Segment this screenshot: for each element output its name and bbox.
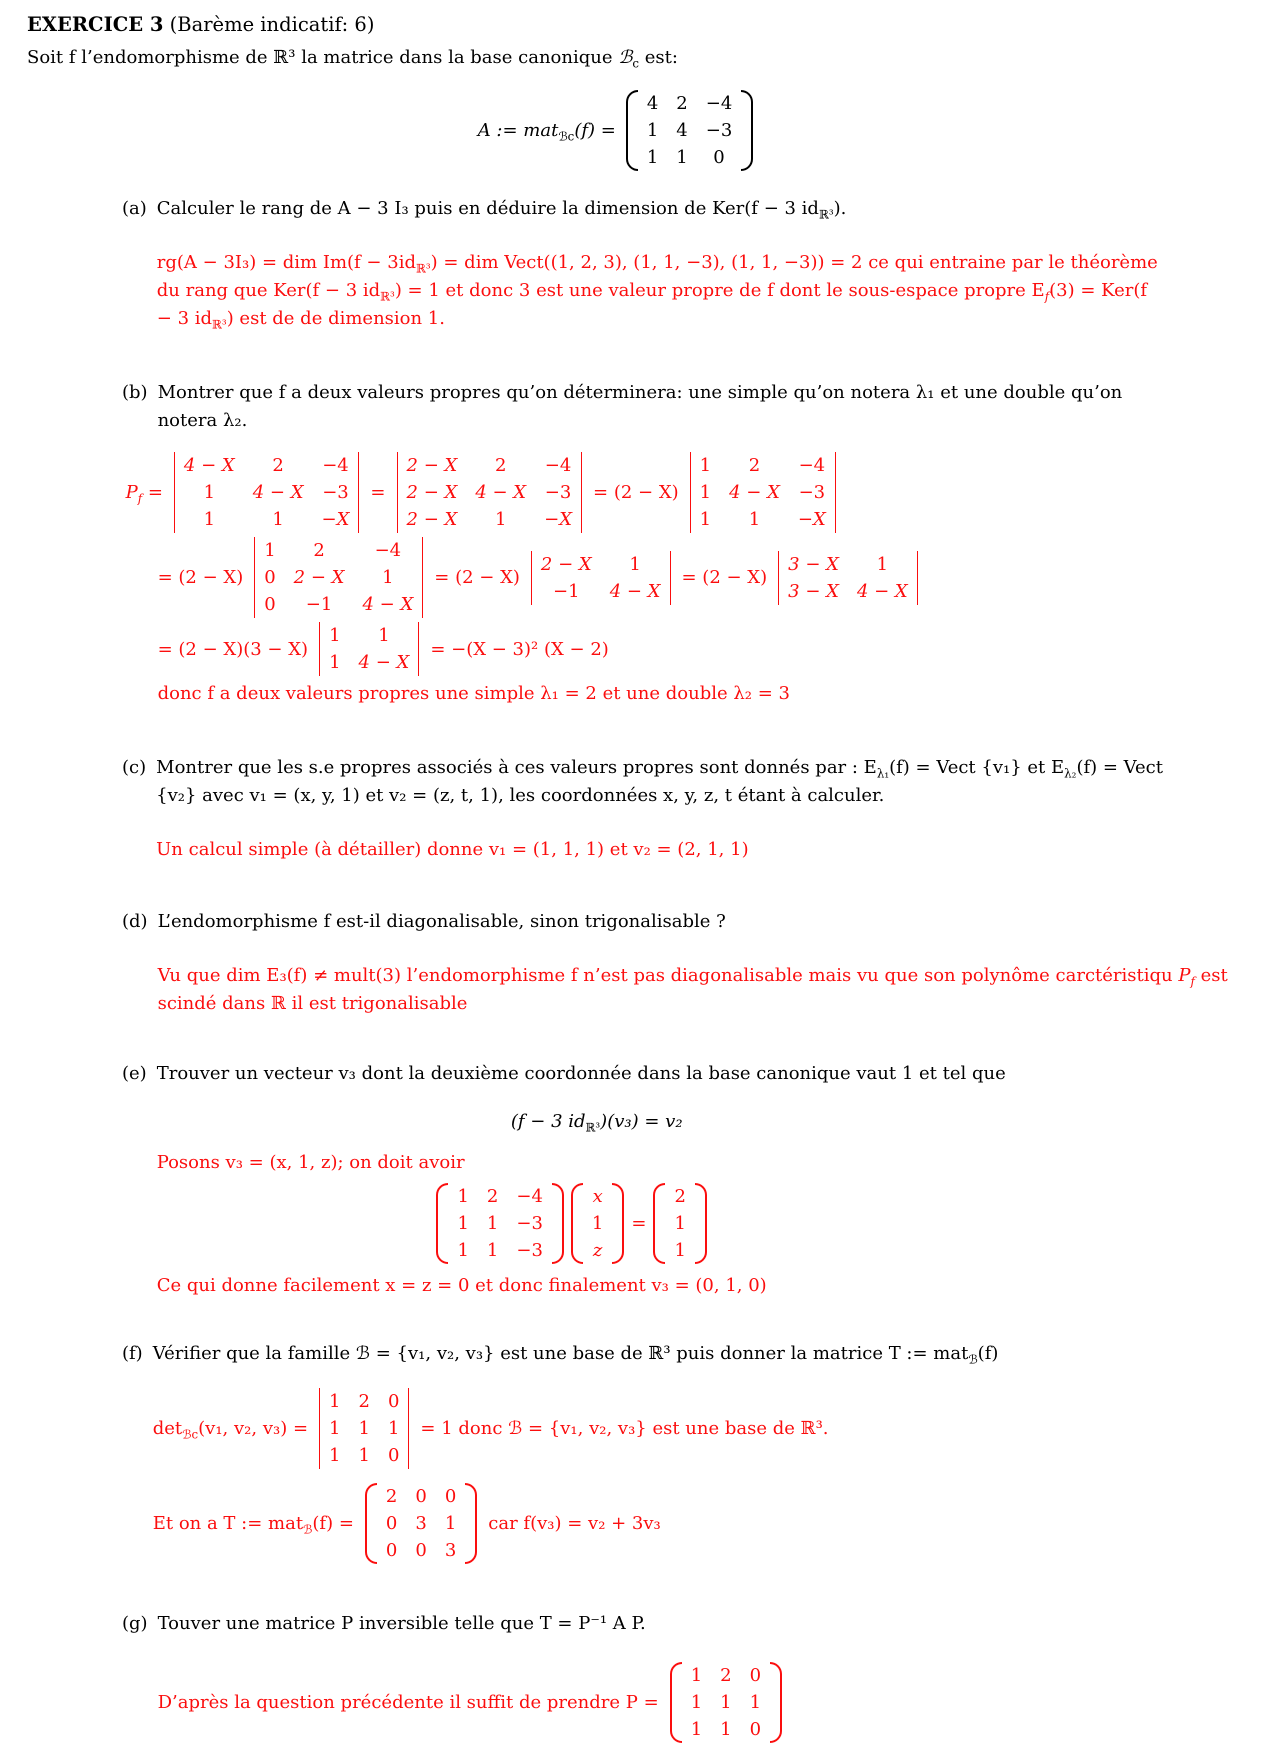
char-poly-result: = −(X − 3)² (X − 2) <box>430 638 609 660</box>
determinant-7: 1 1 1 4 − X <box>319 622 419 676</box>
matrix-a-label-sub: ℬc <box>558 129 575 144</box>
item-f-label: (f) <box>122 1343 143 1365</box>
determinant-3: 1 2 −4 1 4 − X −3 1 1 −X <box>690 452 836 533</box>
exercise-title-label: EXERCICE 3 <box>27 13 164 36</box>
e-unknown-vector: x 1 z <box>571 1183 624 1264</box>
answer-e-matrix-equation <box>157 1183 987 1264</box>
matrix-a: 4 2 −4 1 4 −3 1 1 0 <box>626 90 753 171</box>
factor-2mX: = (2 − X) <box>434 567 520 588</box>
question-a-sub: ℝ³ <box>818 207 834 222</box>
factor-2mX: = (2 − X) <box>593 482 679 503</box>
item-g <box>27 1610 1264 1743</box>
intro-seg: est: <box>639 47 678 69</box>
matrix-a-label <box>478 117 616 145</box>
question-g: Touver une matrice P inversible telle que T = P⁻¹ A P. <box>157 1613 646 1635</box>
item-a-body <box>157 195 1167 333</box>
factor-2mX: = (2 − X) <box>681 567 768 588</box>
item-d-body <box>158 908 1264 1018</box>
intro-base-symbol: ℬ <box>618 47 633 69</box>
question-c-sub: λ₁ <box>876 766 890 781</box>
question-f-sub: ℬ <box>968 1352 978 1367</box>
determinant-4: 1 2 −4 0 2 − X 1 0 −1 4 − X <box>254 537 423 618</box>
item-f-body <box>153 1340 1163 1564</box>
question-f-seg: Vérifier que la famille ℬ = {v₁, v₂, v₃} est une base de ℝ³ puis donner la matrice T := mat <box>152 1343 969 1365</box>
question-d: L’endomorphisme f est-il diagonalisable, sinon trigonalisable ? <box>157 911 726 933</box>
char-poly-line-2 <box>158 537 1168 618</box>
answer-d <box>158 962 1264 1018</box>
answer-a-seg: ) = dim Vect((1, 2, 3), (1, 1, −3), (1, 1, −3)) = 2 ce qui entraine par le théorème du rang que Ker(f − 3 id <box>156 252 1158 301</box>
f-t-label <box>153 1510 354 1538</box>
item-d-label: (d) <box>122 911 148 933</box>
e-result-vector: 2 1 1 <box>653 1183 706 1264</box>
question-a <box>157 195 1167 223</box>
answer-e-conclusion: Ce qui donne facilement x = z = 0 et donc finalement v₃ = (0, 1, 0) <box>156 1275 767 1297</box>
item-e <box>27 1060 1264 1301</box>
pf-eq: = <box>142 482 163 503</box>
answer-d-seg: est scindé dans ℝ il est trigonalisable <box>157 964 1228 1014</box>
answer-d-seg: Vu que dim E₃(f) ≠ mult(3) l’endomorphisme f n’est pas diagonalisable mais vu que son polynôme carctéristiqu <box>157 964 1179 986</box>
p-matrix: 1 2 0 1 1 1 1 1 0 <box>670 1662 782 1743</box>
question-c-seg: Montrer que les s.e propres associés à ces valeurs propres sont donnés par : E <box>156 757 877 779</box>
e-equation-pre: (f − 3 id <box>510 1110 586 1132</box>
question-c-seg: (f) = Vect {v₁} et E <box>889 757 1065 779</box>
answer-d-sub: f <box>1190 974 1195 989</box>
answer-a <box>157 249 1167 333</box>
answer-a-sub: f <box>1044 289 1050 304</box>
char-poly-line-1 <box>126 452 1168 533</box>
item-a <box>27 195 1264 333</box>
exercise-title <box>27 10 1264 40</box>
e-equation <box>511 1108 683 1136</box>
item-g-body <box>158 1610 1168 1743</box>
question-c-seg: (f) = Vect {v₂} avec v₁ = (x, y, 1) et v₂ = (z, t, 1), les coordonnées x, y, z, t étant à calculer. <box>156 757 1163 807</box>
question-b: Montrer que f a deux valeurs propres qu’on déterminera: une simple qu’on notera λ₁ et une double qu’on notera λ₂. <box>157 381 1123 431</box>
item-b-body <box>125 379 1168 709</box>
determinant-6: 3 − X 1 3 − X 4 − X <box>778 551 918 605</box>
factor-2mX-3mX: = (2 − X)(3 − X) <box>157 638 309 660</box>
char-poly-line-3 <box>158 622 1168 676</box>
pf-p: P <box>125 482 138 503</box>
answer-e-intro: Posons v₃ = (x, 1, z); on doit avoir <box>156 1152 465 1174</box>
answer-c: Un calcul simple (à détailler) donne v₁ = (1, 1, 1) et v₂ = (2, 1, 1) <box>156 839 749 861</box>
t-matrix: 2 0 0 0 3 1 0 0 3 <box>365 1483 477 1564</box>
question-f-seg: (f) <box>977 1343 999 1365</box>
exercise-title-suffix: (Barème indicatif: 6) <box>163 13 375 36</box>
item-d <box>27 908 1264 1018</box>
determinant-2: 2 − X 2 −4 2 − X 4 − X −3 2 − X 1 −X <box>397 452 583 533</box>
factor-2mX: = (2 − X) <box>157 567 244 588</box>
question-e: Trouver un vecteur v₃ dont la deuxième coordonnée dans la base canonique vaut 1 et tel que <box>156 1062 1006 1084</box>
f-det-label <box>153 1415 308 1443</box>
f-t-label-sub: ℬ <box>303 1522 313 1537</box>
answer-a-seg: ) est de de dimension 1. <box>226 307 445 329</box>
matrix-a-label-post: (f) = <box>574 119 616 141</box>
e-equation-sub: ℝ³ <box>585 1120 601 1135</box>
intro-seg: Soit f l’endomorphisme de ℝ³ la matrice dans la base canonique <box>27 47 619 69</box>
matrix-a-label-pre: A := mat <box>477 119 559 141</box>
intro-base-sub: c <box>632 56 640 71</box>
question-f <box>153 1340 1163 1368</box>
determinant-1: 4 − X 2 −4 1 4 − X −3 1 1 −X <box>174 452 360 533</box>
question-a-seg: Calculer le rang de A − 3 I₃ puis en déduire la dimension de Ker(f − 3 id <box>156 198 819 220</box>
intro-text <box>27 44 1264 72</box>
answer-d-p: P <box>1178 964 1191 986</box>
item-b-label: (b) <box>122 381 148 403</box>
e-coef-matrix: 1 2 −4 1 1 −3 1 1 −3 <box>436 1183 563 1264</box>
item-a-label: (a) <box>122 198 147 220</box>
question-c <box>156 754 1166 810</box>
answer-a-seg: (3) = Ker(f − 3 id <box>156 279 1148 329</box>
answer-a-seg: rg(A − 3I₃) = dim Im(f − 3id <box>156 252 416 273</box>
f-t-reason: car f(v₃) = v₂ + 3v₃ <box>488 1512 661 1534</box>
answer-a-sub: ℝ³ <box>380 289 395 304</box>
f-det-label-pre: det <box>152 1417 183 1439</box>
answer-f-det-line <box>153 1388 1163 1469</box>
answer-a-sub: ℝ³ <box>415 261 431 276</box>
answer-a-seg: ) = 1 et donc 3 est une valeur propre de f dont le sous-espace propre E <box>394 279 1045 301</box>
answer-f-t-line <box>153 1483 1163 1564</box>
item-c-body <box>156 754 1166 864</box>
f-t-label-post: (f) = <box>312 1512 354 1534</box>
equals-sign: = <box>631 1212 647 1234</box>
item-g-label: (g) <box>122 1613 148 1635</box>
item-c-label: (c) <box>122 757 147 779</box>
matrix-a-equation <box>27 90 1204 171</box>
f-det-result: = 1 donc ℬ = {v₁, v₂, v₃} est une base de ℝ³. <box>420 1417 829 1439</box>
g-answer-text: D’après la question précédente il suffit de prendre P = <box>157 1691 659 1713</box>
pf-sub: f <box>137 491 143 506</box>
question-e-equation <box>157 1108 1037 1136</box>
equals-sign: = <box>370 482 386 503</box>
question-a-seg: ). <box>833 198 847 220</box>
item-c <box>27 754 1264 864</box>
item-e-label: (e) <box>122 1062 147 1084</box>
answer-g-line <box>158 1662 1168 1743</box>
question-c-sub: λ₂ <box>1064 766 1077 781</box>
answer-b-conclusion: donc f a deux valeurs propres une simple λ₁ = 2 et une double λ₂ = 3 <box>157 683 790 705</box>
answer-a-sub: ℝ³ <box>212 317 227 332</box>
determinant-5: 2 − X 1 −1 4 − X <box>531 551 671 605</box>
item-e-body <box>157 1060 1167 1301</box>
f-det-label-sub: ℬc <box>182 1427 199 1442</box>
pf-label <box>126 479 163 507</box>
f-det-label-post: (v₁, v₂, v₃) = <box>198 1417 309 1439</box>
f-determinant: 1 2 0 1 1 1 1 1 0 <box>319 1388 409 1469</box>
f-t-label-pre: Et on a T := mat <box>152 1512 304 1534</box>
e-equation-post: )(v₃) = v₂ <box>600 1110 683 1132</box>
item-f <box>27 1340 1264 1564</box>
item-b <box>27 379 1264 709</box>
